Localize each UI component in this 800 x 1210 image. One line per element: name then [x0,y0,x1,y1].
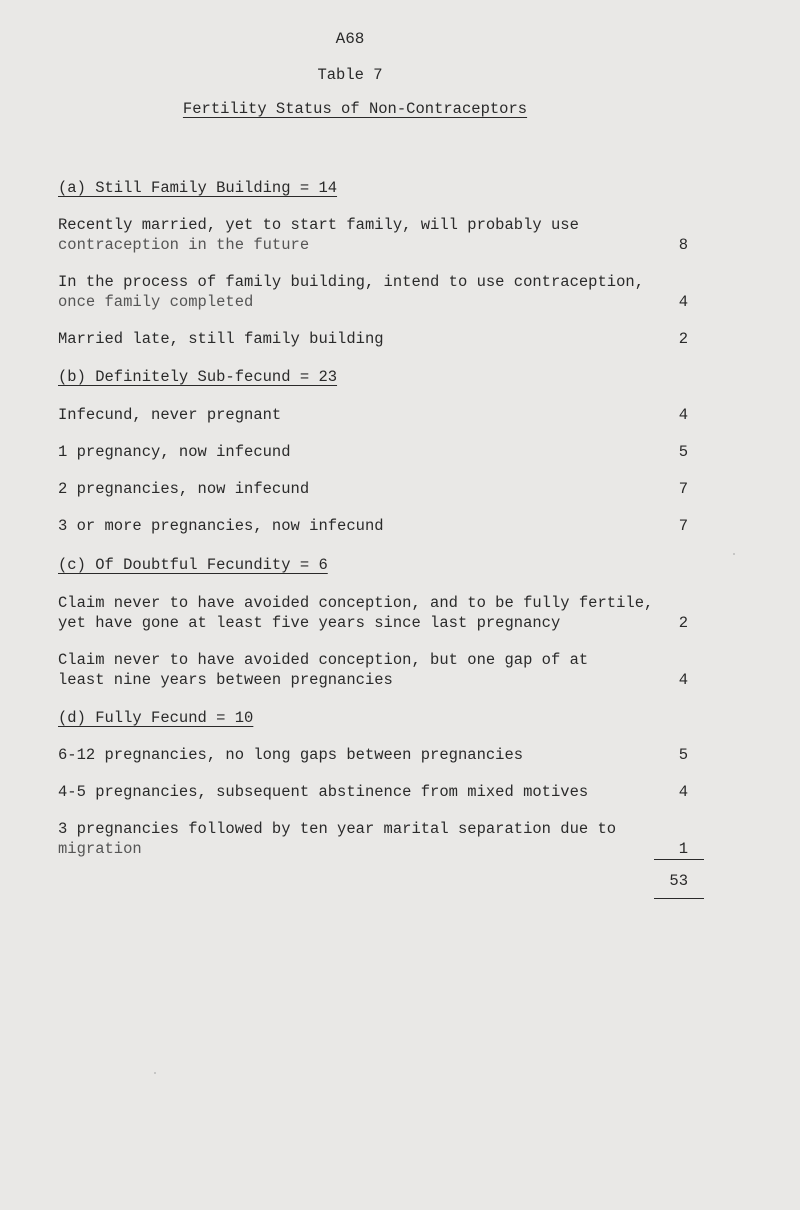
row-d3-line1: 3 pregnancies followed by ten year marital separation due to [58,820,617,838]
scan-speck [733,553,735,555]
total-value: 53 [669,872,688,890]
row-a1-line1: Recently married, yet to start family, will probably use [58,216,579,234]
scan-speck [154,1072,156,1074]
row-a3-count: 2 [678,330,688,348]
row-d1-text: 6-12 pregnancies, no long gaps between pregnancies [58,746,524,764]
row-d2-count: 4 [678,783,688,801]
row-c2-line1: Claim never to have avoided conception, but one gap of at [58,651,589,669]
row-c1-line2: yet have gone at least five years since last pregnancy [58,614,561,632]
section-d-heading: (d) Fully Fecund = 10 [58,709,254,727]
row-b3-text: 2 pregnancies, now infecund [58,480,310,498]
row-a2-line1: In the process of family building, intend to use contraception, [58,273,644,291]
total-rule-bottom [654,898,704,899]
section-b-heading: (b) Definitely Sub-fecund = 23 [58,368,338,386]
row-a2-count: 4 [678,293,688,311]
row-b1-count: 4 [678,406,688,424]
table-label: Table 7 [317,66,383,84]
row-c1-line1: Claim never to have avoided conception, and to be fully fertile, [58,594,654,612]
row-b1-text: Infecund, never pregnant [58,406,282,424]
row-d3-line2: migration [58,840,142,858]
row-d3-count: 1 [678,840,688,858]
row-d1-count: 5 [678,746,688,764]
table-title [0,100,710,118]
row-c1-count: 2 [678,614,688,632]
row-b3-count: 7 [678,480,688,498]
row-a3-text: Married late, still family building [58,330,384,348]
page-number: A68 [335,30,365,48]
row-a1-count: 8 [678,236,688,254]
section-c-heading: (c) Of Doubtful Fecundity = 6 [58,556,328,574]
row-a2-line2: once family completed [58,293,254,311]
row-b2-text: 1 pregnancy, now infecund [58,443,291,461]
total-rule-top [654,859,704,860]
section-a-heading: (a) Still Family Building = 14 [58,179,338,197]
row-c2-count: 4 [678,671,688,689]
row-b4-count: 7 [678,517,688,535]
row-a1-line2: contraception in the future [58,236,310,254]
row-b2-count: 5 [678,443,688,461]
table-title-text: Fertility Status of Non-Contraceptors [182,100,528,118]
row-c2-line2: least nine years between pregnancies [58,671,393,689]
row-b4-text: 3 or more pregnancies, now infecund [58,517,384,535]
row-d2-text: 4-5 pregnancies, subsequent abstinence from mixed motives [58,783,589,801]
